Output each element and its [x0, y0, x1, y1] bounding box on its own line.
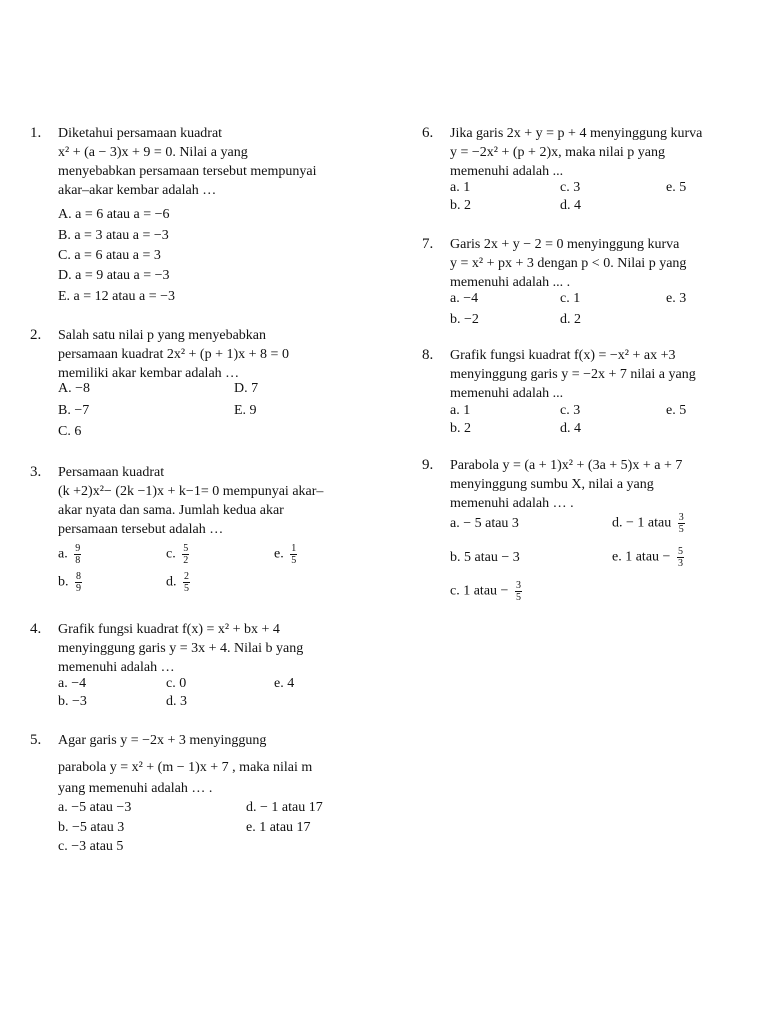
option-b[interactable]: b. 2	[450, 421, 471, 436]
option-d[interactable]: D. 7	[234, 381, 259, 396]
question-text	[450, 235, 686, 292]
question-number: 7.	[422, 236, 434, 252]
numerator: 8	[76, 571, 81, 582]
option-b[interactable]: B. −7	[58, 403, 90, 418]
numerator: 5	[677, 546, 683, 557]
denominator: 2	[183, 555, 189, 566]
option-e[interactable]: e. 1 atau 17	[246, 820, 311, 835]
option-e[interactable]	[612, 546, 684, 569]
numerator: 3	[515, 580, 521, 591]
option-b[interactable]: b. −2	[450, 312, 479, 327]
denominator: 5	[291, 555, 297, 566]
question-number: 5.	[30, 732, 42, 748]
question-line: Salah satu nilai p yang menyebabkan	[58, 328, 266, 343]
question-line: memenuhi adalah …	[58, 660, 175, 675]
question-line: y = −2x² + (p + 2)x, maka nilai p yang	[450, 145, 666, 160]
denominator: 9	[76, 583, 81, 594]
fraction	[290, 543, 297, 566]
option-a[interactable]: A. −8	[58, 381, 91, 396]
question-text	[58, 463, 323, 539]
denominator: 5	[678, 524, 684, 535]
option-label: c. 1 atau −	[450, 583, 509, 599]
question-line: akar nyata dan sama. Jumlah kedua akar	[58, 503, 284, 518]
option-a[interactable]: a. 1	[450, 180, 471, 195]
question-line: memenuhi adalah ...	[450, 386, 564, 401]
question-text	[58, 731, 312, 798]
option-a[interactable]: a. − 5 atau 3	[450, 516, 519, 531]
question-text	[450, 346, 696, 403]
option-c[interactable]: c. 3	[560, 180, 581, 195]
option-d[interactable]: d. − 1 atau 17	[246, 800, 323, 815]
question-line: Parabola y = (a + 1)x² + (3a + 5)x + a + 7	[450, 458, 683, 473]
option-b[interactable]: B. a = 3 atau a = −3	[58, 228, 169, 243]
fraction	[515, 580, 522, 603]
option-e[interactable]: e. 4	[274, 676, 295, 691]
numerator: 5	[183, 543, 189, 554]
question-line: menyinggung garis y = −2x + 7 nilai a yang	[450, 367, 696, 382]
numerator: 2	[184, 571, 189, 582]
option-e[interactable]: E. a = 12 atau a = −3	[58, 289, 175, 304]
question-text	[58, 124, 317, 200]
option-b[interactable]: b. −3	[58, 694, 87, 709]
question-line: (k +2)x²− (2k −1)x + k−1= 0 mempunyai akar–	[58, 484, 324, 499]
question-line: memenuhi adalah ... .	[450, 275, 571, 290]
question-number: 8.	[422, 347, 434, 363]
option-e[interactable]: e. 3	[666, 291, 687, 306]
question-number: 6.	[422, 125, 434, 141]
question-line: yang memenuhi adalah … .	[58, 781, 213, 796]
question-number: 2.	[30, 327, 42, 343]
option-c[interactable]: c. 3	[560, 403, 581, 418]
denominator: 5	[515, 592, 521, 603]
option-a[interactable]	[58, 543, 81, 566]
question-line: menyinggung garis y = 3x + 4. Nilai b yang	[58, 641, 304, 656]
option-d[interactable]: D. a = 9 atau a = −3	[58, 268, 170, 283]
question-line: persamaan kuadrat 2x² + (p + 1)x + 8 = 0	[58, 347, 289, 362]
question-line: memiliki akar kembar adalah …	[58, 366, 240, 381]
question-text	[450, 456, 682, 513]
option-label: d. − 1 atau	[612, 515, 672, 531]
denominator: 3	[677, 558, 683, 569]
option-label: e.	[274, 546, 284, 562]
option-c[interactable]	[450, 580, 522, 603]
fraction	[677, 546, 684, 569]
option-e[interactable]	[274, 543, 297, 566]
option-c[interactable]: c. −3 atau 5	[58, 839, 124, 854]
fraction	[182, 543, 189, 566]
option-e[interactable]: E. 9	[234, 403, 257, 418]
numerator: 9	[75, 543, 81, 554]
fraction	[183, 571, 190, 594]
option-c[interactable]: C. a = 6 atau a = 3	[58, 248, 161, 263]
question-line: Diketahui persamaan kuadrat	[58, 126, 223, 141]
option-a[interactable]: a. 1	[450, 403, 471, 418]
option-label: c.	[166, 546, 176, 562]
question-line: Agar garis y = −2x + 3 menyinggung	[58, 733, 267, 748]
fraction	[74, 543, 81, 566]
option-label: d.	[166, 574, 177, 590]
question-text	[58, 620, 303, 677]
option-a[interactable]: a. −4	[450, 291, 479, 306]
option-d[interactable]	[166, 571, 190, 594]
question-line: menyinggung sumbu X, nilai a yang	[450, 477, 654, 492]
numerator: 1	[291, 543, 297, 554]
question-text	[450, 124, 702, 181]
option-label: b.	[58, 574, 69, 590]
question-number: 3.	[30, 464, 42, 480]
option-b[interactable]: b. −5 atau 3	[58, 820, 125, 835]
question-line: memenuhi adalah … .	[450, 496, 574, 511]
option-d[interactable]: d. 3	[166, 694, 187, 709]
option-c[interactable]	[166, 543, 189, 566]
question-line: x² + (a − 3)x + 9 = 0. Nilai a yang	[58, 145, 248, 160]
question-text	[58, 326, 289, 383]
option-d[interactable]	[612, 512, 685, 535]
question-number: 1.	[30, 125, 42, 141]
option-d[interactable]: d. 4	[560, 421, 581, 436]
question-number: 9.	[422, 457, 434, 473]
question-line: Jika garis 2x + y = p + 4 menyinggung kurva	[450, 126, 703, 141]
option-b[interactable]	[58, 571, 82, 594]
question-line: parabola y = x² + (m − 1)x + 7 , maka nilai m	[58, 760, 313, 775]
question-line: Garis 2x + y − 2 = 0 menyinggung kurva	[450, 237, 680, 252]
option-e[interactable]: e. 5	[666, 403, 687, 418]
option-b[interactable]: b. 5 atau − 3	[450, 550, 520, 565]
question-number: 4.	[30, 621, 42, 637]
option-d[interactable]: d. 2	[560, 312, 581, 327]
option-a[interactable]: a. −5 atau −3	[58, 800, 132, 815]
option-d[interactable]: d. 4	[560, 198, 581, 213]
numerator: 3	[678, 512, 684, 523]
option-label: a.	[58, 546, 68, 562]
option-c[interactable]: c. 1	[560, 291, 581, 306]
option-label: e. 1 atau −	[612, 549, 671, 565]
question-line: Persamaan kuadrat	[58, 465, 165, 480]
question-line: persamaan tersebut adalah …	[58, 522, 224, 537]
option-c[interactable]: C. 6	[58, 424, 82, 439]
question-line: akar–akar kembar adalah …	[58, 183, 217, 198]
question-line: menyebabkan persamaan tersebut mempunyai	[58, 164, 317, 179]
fraction	[75, 571, 82, 594]
fraction	[678, 512, 685, 535]
denominator: 8	[75, 555, 81, 566]
denominator: 5	[184, 583, 189, 594]
question-line: Grafik fungsi kuadrat f(x) = −x² + ax +3	[450, 348, 676, 363]
option-c[interactable]: c. 0	[166, 676, 187, 691]
question-line: memenuhi adalah ...	[450, 164, 564, 179]
option-a[interactable]: A. a = 6 atau a = −6	[58, 207, 170, 222]
question-line: y = x² + px + 3 dengan p < 0. Nilai p yang	[450, 256, 687, 271]
option-a[interactable]: a. −4	[58, 676, 87, 691]
question-line: Grafik fungsi kuadrat f(x) = x² + bx + 4	[58, 622, 280, 637]
option-b[interactable]: b. 2	[450, 198, 471, 213]
option-e[interactable]: e. 5	[666, 180, 687, 195]
